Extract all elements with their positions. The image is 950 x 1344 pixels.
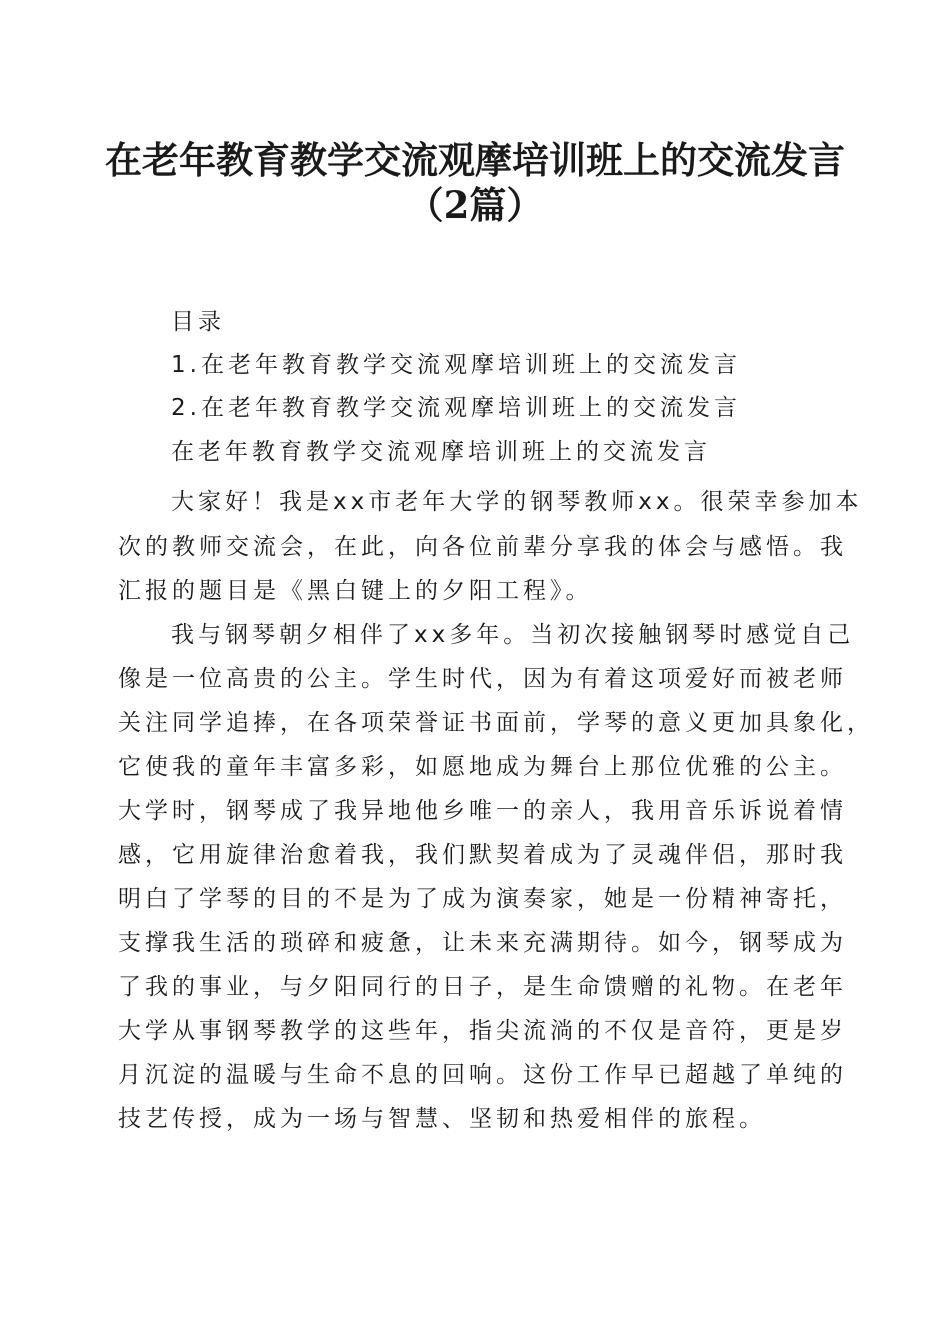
document-title: 在老年教育教学交流观摩培训班上的交流发言	[105, 138, 845, 182]
paragraph-line: 感，它用旋律治愈着我，我们默契着成为了灵魂伴侣，那时我	[118, 842, 847, 868]
paragraph-line: 关注同学追捧，在各项荣誉证书面前，学琴的意义更加具象化，	[118, 710, 874, 736]
toc-heading: 目录	[171, 309, 225, 335]
paragraph-line: 它使我的童年丰富多彩，如愿地成为舞台上那位优雅的公主。	[118, 754, 847, 780]
paragraph-line: 明白了学琴的目的不是为了成为演奏家，她是一份精神寄托，	[118, 886, 847, 912]
toc-item: 1.在老年教育教学交流观摩培训班上的交流发言	[171, 352, 741, 378]
paragraph-line: 支撑我生活的琐碎和疲惫，让未来充满期待。如今，钢琴成为	[118, 930, 847, 956]
paragraph-line: 我与钢琴朝夕相伴了xx多年。当初次接触钢琴时感觉自己	[171, 622, 855, 648]
toc-item: 2.在老年教育教学交流观摩培训班上的交流发言	[171, 395, 741, 421]
paragraph-line: 汇报的题目是《黑白键上的夕阳工程》。	[118, 578, 593, 604]
paragraph-line: 月沉淀的温暖与生命不息的回响。这份工作早已超越了单纯的	[118, 1062, 847, 1088]
paragraph-line: 技艺传授，成为一场与智慧、坚韧和热爱相伴的旅程。	[118, 1106, 766, 1132]
paragraph-line: 次的教师交流会，在此，向各位前辈分享我的体会与感悟。我	[118, 534, 847, 560]
paragraph-line: 大学时，钢琴成了我异地他乡唯一的亲人，我用音乐诉说着情	[118, 798, 847, 824]
document-title-count: （2篇）	[406, 183, 544, 227]
paragraph-line: 大学从事钢琴教学的这些年，指尖流淌的不仅是音符，更是岁	[118, 1018, 847, 1044]
paragraph-line: 大家好！我是xx市老年大学的钢琴教师xx。很荣幸参加本	[171, 489, 863, 515]
paragraph-line: 了我的事业，与夕阳同行的日子，是生命馈赠的礼物。在老年	[118, 974, 847, 1000]
section-heading: 在老年教育教学交流观摩培训班上的交流发言	[171, 439, 711, 465]
paragraph-line: 像是一位高贵的公主。学生时代，因为有着这项爱好而被老师	[118, 666, 847, 692]
